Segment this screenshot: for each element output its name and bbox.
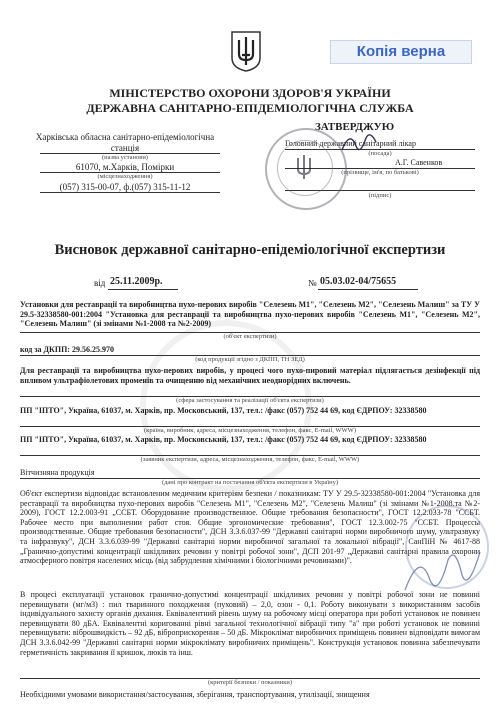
footer-conditions: Необхідними умовами використання/застосування, зберігання, транспортування, утилізації, знищення bbox=[20, 690, 370, 699]
official-name: А.Г. Савенков bbox=[395, 158, 443, 167]
signature-mark bbox=[340, 128, 380, 158]
approve-label: ЗАТВЕРДЖУЮ bbox=[315, 121, 395, 133]
dkpp-code: код за ДКПП: 29.56.25.970 bbox=[20, 345, 114, 354]
usage-scope: Для реставрації та виробництва пухо-перових виробів, у процесі чого пухо-пировий матеріал підлягається дезінфекції під впливом ультрафіолетових променів та очищенню від механічних неоднорідних включень. bbox=[20, 366, 480, 385]
ministry-title: МІНІСТЕРСТВО ОХОРОНИ ЗДОРОВ'Я УКРАЇНИ bbox=[109, 86, 391, 100]
usage-caption: (сфера застосування та реалізації об'єкта експертизи) bbox=[176, 397, 324, 404]
usage-conditions: В процесі експлуатації установок гранично-допустимі концентрації шкідливих речовин у повітрі робочої зони не повинні перевищувати (мг/мЗ) : пил тваринного походження (пуховий) – 2,0, озон - 0,1. Роботу виконувати з використанням засобів індивідуального захисту органів дихання. Еквівалентний рівень шуму на робочому місці оператора при роботі установок не повинен перевищувати 80 дБА. Еквівалентні коригованні рівні загальної технологічної вібрації типу "а" при роботі установок не повинні перевищувати: віброшвидкість – 92 дБ, віброприскорення – 50 дБ. Мікроклімат виробничих приміщень повинен відповідати вимогам ДСН 3.3.6.042-99 "Державні санітарні норми мікроклімату виробничих приміщень". Конструкція установок повинна забезпечувати герметичність закривання її кришок, люків та інш. bbox=[20, 590, 480, 657]
manufacturer-caption: (країна, виробник, адреса, місцезнаходження, телефон, факс, E-mail, WWW) bbox=[144, 427, 356, 434]
applicant-info: ПП "ІПТО", Україна, 61037, м. Харків, пр. Московський, 137, тел.: /факс (057) 752 44 69, код ЄДРПОУ: 32338580 bbox=[20, 435, 427, 444]
copy-stamp: Копія верна bbox=[330, 40, 472, 64]
org-caption: (назва установи) bbox=[102, 154, 148, 161]
signature-caption: (підпис) bbox=[368, 192, 392, 199]
applicant-caption: (заявник експертизи, адреса, місцезнаходження, телефон, факс, E-mail, WWW) bbox=[140, 456, 360, 463]
name-caption: (прізвище, ім'я, по батькові) bbox=[341, 169, 419, 176]
product-type: Вітчизняна продукція bbox=[20, 468, 95, 477]
dkpp-caption: (код продукції згідно з ДКПП, ТН ЗЕД) bbox=[195, 356, 305, 363]
document-title: Висновок державної санітарно-епідеміологічної експертизи bbox=[54, 242, 446, 258]
org-phone: (057) 315-00-07, ф.(057) 315-11-12 bbox=[59, 182, 191, 192]
manufacturer-info: ПП "ІПТО", Україна, 61037, м. Харків, пр. Московський, 137, тел.: /факс (057) 752 44 69, код ЄДРПОУ: 32338580 bbox=[20, 406, 427, 415]
org-name-line1: Харківська обласна санітарно-епідеміологічна bbox=[35, 132, 215, 142]
number-prefix: № bbox=[308, 278, 317, 288]
official-position: Головний державний санітарний лікар bbox=[285, 139, 416, 148]
org-name-line2: станція bbox=[110, 143, 140, 153]
conditions-caption: (критерії безпеки / показники) bbox=[207, 679, 293, 686]
trident-emblem-icon bbox=[230, 28, 262, 72]
address-caption: (місцезнаходження) bbox=[97, 173, 153, 180]
seal-trident-icon bbox=[293, 152, 315, 182]
product-caption: (дані про контракт на постачання об'єкта експертизи в Україну) bbox=[161, 479, 339, 486]
object-caption: (об'єкт експертизи) bbox=[223, 333, 277, 340]
safety-criteria: Об'єкт експертизи відповідає встановленим медичним критеріям безпеки / показникам: ТУ У 29.5-32338580-001:2004 "Установка для реставрації та виробництва пухо-перових виробів "Селезень М1", "Селезень М2", "Селезень Малиш" (зі змінами №1-2008.та №2-2009), ГОСТ 12.2.003-91 „ССБТ. Оборудование производственное. Общие требования безопасности", ГОСТ 12.2.033-78 "ССБТ. Рабочее место при выполнении работ стоя. Общие эргономические требования", ГОСТ 12.3.002-75 "ССБТ. Процессы производственные. Общие требования безопасности", ДСН 3.3.6.037-99 "Державні санітарні норми виробничого шуму, ультразвуку та інфразвуку", ДСН 3.3.6.039-99 "Державні санітарні норми виробничої загальної та локальної вібрації", СанПіН № 4617-88 „Гранично-допустимі концентрації шкідливих речовин у повітрі робочої зони", ДСП 201-97 „Державні санітарні правила охорони атмосферного повітря населених місць (від забрудлення хімічними і біологічними речовинами)". bbox=[20, 489, 480, 566]
expertise-object: Установки для реставрації та виробництва пухо-перових виробів "Селезень М1", "Селезень М2", "Селезень Малиш" за ТУ У 29.5-32338580-001:2004 "Установка для реставрації та виробництва пухо-перових виробів "Селезень М1", "Селезень М2", "Селезень Малиш" (зі змінами №1-2008 та №2-2009) bbox=[20, 300, 480, 328]
conclusion-date: 25.11.2009р. bbox=[110, 276, 163, 287]
service-title: ДЕРЖАВНА САНІТАРНО-ЕПІДЕМІОЛОГІЧНА СЛУЖБА bbox=[86, 101, 414, 115]
date-prefix: від bbox=[94, 278, 106, 288]
org-address: 61070, м.Харків, Помірки bbox=[75, 162, 175, 172]
position-caption: (посада) bbox=[368, 150, 392, 157]
conclusion-number: 05.03.02-04/75655 bbox=[320, 276, 397, 287]
handwritten-signature bbox=[400, 540, 485, 600]
